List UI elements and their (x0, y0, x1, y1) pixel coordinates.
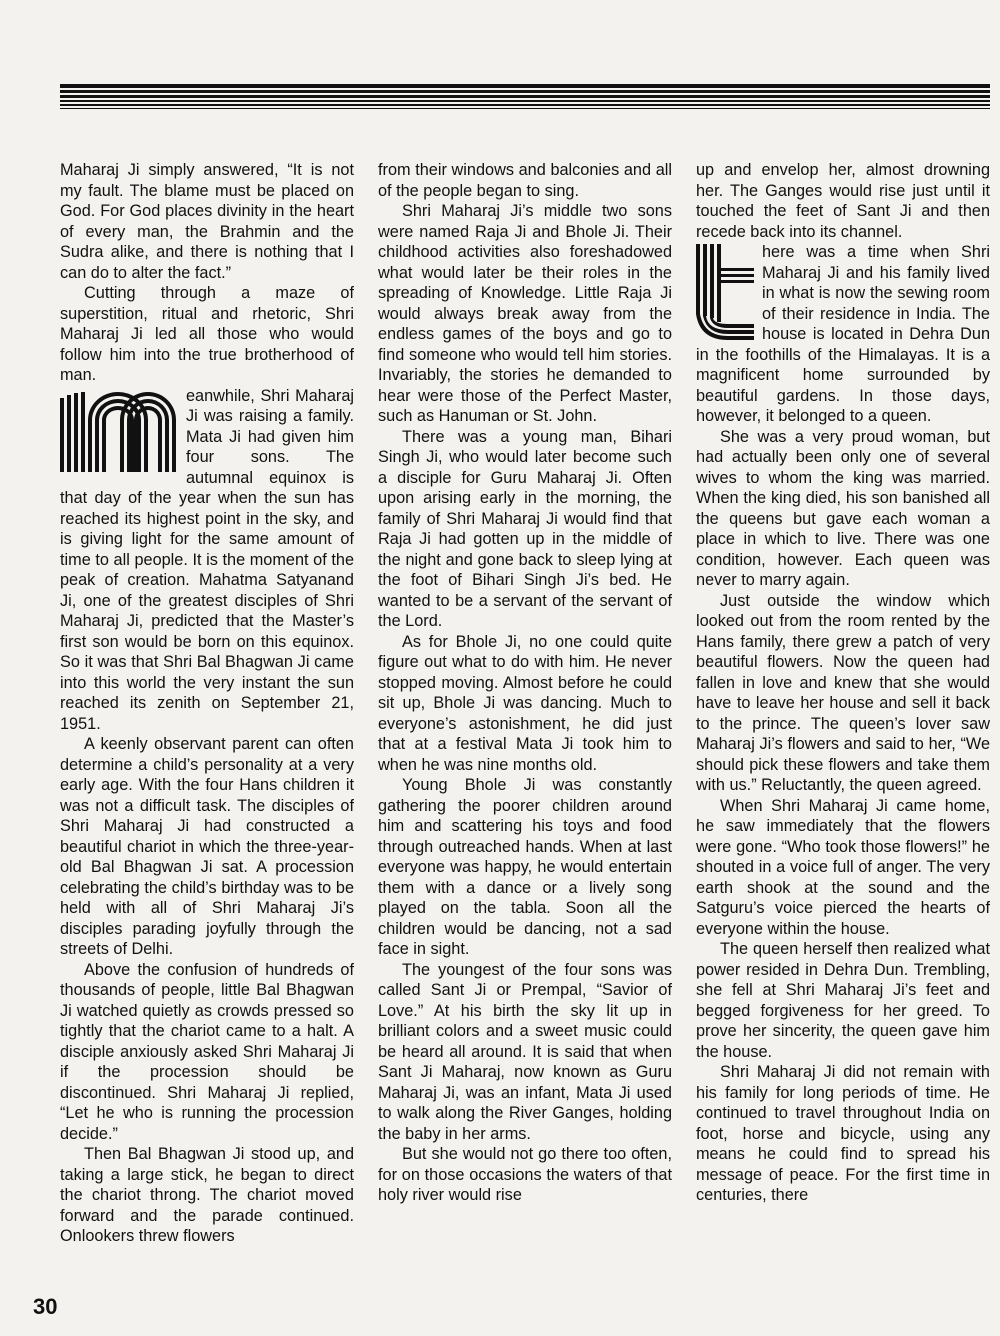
paragraph: Maharaj Ji simply answered, “It is not my fault. The blame must be placed on God. For God places divinity in the heart of every man, the Brahmin and the Sudra alike, and there is nothing that I can do to alter the fact.” (60, 161, 354, 282)
article-body (60, 160, 990, 1280)
column-1 (60, 160, 354, 1280)
header-rules (60, 84, 990, 109)
paragraph: Just outside the window which looked out from the room rented by the Hans family, there grew a patch of very beautiful flowers. Now the queen had fallen in love and knew that she would have to leave her house and sell it back to the prince. The queen’s lover saw Maharaj Ji’s flowers and said to her, “We should pick these flowers and take them with us.” Reluctantly, the queen agreed. (696, 591, 990, 794)
paragraph: As for Bhole Ji, no one could quite figure out what to do with him. He never stopped moving. Almost before he could sit up, Bhole Ji was dancing. Much to everyone’s astonishment, he did just that at a festival Mata Ji took him to when he was nine months old. (378, 632, 672, 774)
paragraph: Then Bal Bhagwan Ji stood up, and taking a large stick, he began to direct the chariot throng. The chariot moved forward and the parade continued. Onlookers threw flowers (60, 1145, 354, 1245)
paragraph: Shri Maharaj Ji’s middle two sons were named Raja Ji and Bhole Ji. Their childhood activities also foreshadowed what would later be their roles in the spreading of Knowledge. Little Raja Ji would always break away from the endless games of the boys and go to find someone who would tell him stories. Invariably, the stories he demanded to hear were those of the Perfect Master, such as Hanuman or St. John. (378, 202, 672, 425)
column-2 (378, 160, 672, 1280)
paragraph: Cutting through a maze of superstition, ritual and rhetoric, Shri Maharaj Ji led all those who would follow him into the true brotherhood of man. (60, 284, 354, 384)
paragraph: A keenly observant parent can often determine a child’s personality at a very early age. With the four Hans children it was not a difficult task. The disciples of Shri Maharaj Ji had constructed a beautiful chariot in which the three-year-old Bal Bhagwan Ji sat. A procession celebrating the child’s birthday was to be held with all of Shri Maharaj Ji’s disciples parading joyfully through the streets of Delhi. (60, 735, 354, 958)
paragraph: She was a very proud woman, but had actually been only one of several wives to whom the king was married. When the king died, his son banished all the queens but gave each woman a place in which to live. There was one condition, however. Each queen was never to marry again. (696, 427, 990, 589)
paragraph-with-dropcap: here was a time when Shri Maharaj Ji and his family lived in what is now the sewing room of their residence in India. The house is located in Dehra Dun in the foothills of the Himalayas. It is a magnificent home surrounded by beautiful gardens. In those days, however, it belonged to a queen. (696, 243, 990, 425)
paragraph: But she would not go there too often, for on those occasions the waters of that holy river would rise (378, 1145, 672, 1204)
paragraph: There was a young man, Bihari Singh Ji, who would later become such a disciple for Guru Maharaj Ji. Often upon arising early in the morning, the family of Shri Maharaj Ji would find that Raja Ji had gotten up in the middle of the night and gone back to sleep lying at the foot of Bihari Singh Ji’s bed. He wanted to be a servant of the servant of the Lord. (378, 427, 672, 630)
paragraph: When Shri Maharaj Ji came home, he saw immediately that the flowers were gone. “Who took those flowers!” he shouted in a voice full of anger. The very earth shook at the sound and the Satguru’s voice pierced the hearts of everyone within the house. (696, 796, 990, 938)
paragraph: Young Bhole Ji was constantly gathering the poorer children around him and scattering his toys and food through outreached hands. When at last everyone was happy, he would entertain them with a dance or a lively song played on the tabla. Soon all the children would be dancing, not a sad face in sight. (378, 776, 672, 958)
paragraph: Shri Maharaj Ji did not remain with his family for long periods of time. He continued to travel throughout India on foot, horse and bicycle, using any means he could find to spread his message of peace. For the first time in centuries, there (696, 1063, 990, 1204)
dropcap-m-graphic (60, 390, 178, 472)
paragraph: from their windows and balconies and all of the people began to sing. (378, 161, 672, 200)
paragraph: Above the confusion of hundreds of thousands of people, little Bal Bhagwan Ji watched quietly as crowds pressed so tightly that the chariot came to a halt. A disciple anxiously asked Shri Maharaj Ji if the procession should be discontinued. Shri Maharaj Ji replied, “Let he who is running the procession decide.” (60, 960, 354, 1143)
column-3 (696, 160, 990, 1280)
dropcap-t-graphic (696, 244, 754, 340)
paragraph: The queen herself then realized what power resided in Dehra Dun. Trembling, she fell at Shri Maharaj Ji’s feet and begged forgiveness for her greed. To prove her sincerity, the queen gave him the house. (696, 940, 990, 1061)
paragraph: up and envelop her, almost drowning her. The Ganges would rise just until it touched the feet of Sant Ji and then recede back into its channel. (696, 161, 990, 241)
page-number: 30 (33, 1294, 58, 1319)
paragraph: The youngest of the four sons was called Sant Ji or Prempal, “Savior of Love.” At his birth the sky lit up in brilliant colors and a sweet music could be heard all around. It is said that when Sant Ji Maharaj, now known as Guru Maharaj Ji, was an infant, Mata Ji used to walk along the River Ganges, holding the baby in her arms. (378, 960, 672, 1143)
paragraph-with-dropcap: eanwhile, Shri Maharaj Ji was raising a family. Mata Ji had given him four sons. The autumnal equinox is that day of the year when the sun has reached its highest point in the sky, and is giving light for the same amount of time to all people. It is the moment of the peak of creation. Mahatma Satyanand Ji, one of the greatest disciples of Shri Maharaj Ji, predicted that the Master’s first son would be born on this equinox. So it was that Shri Bal Bhagwan Ji came into this world the very instant the sun reached its zenith on September 21, 1951. (60, 386, 354, 733)
